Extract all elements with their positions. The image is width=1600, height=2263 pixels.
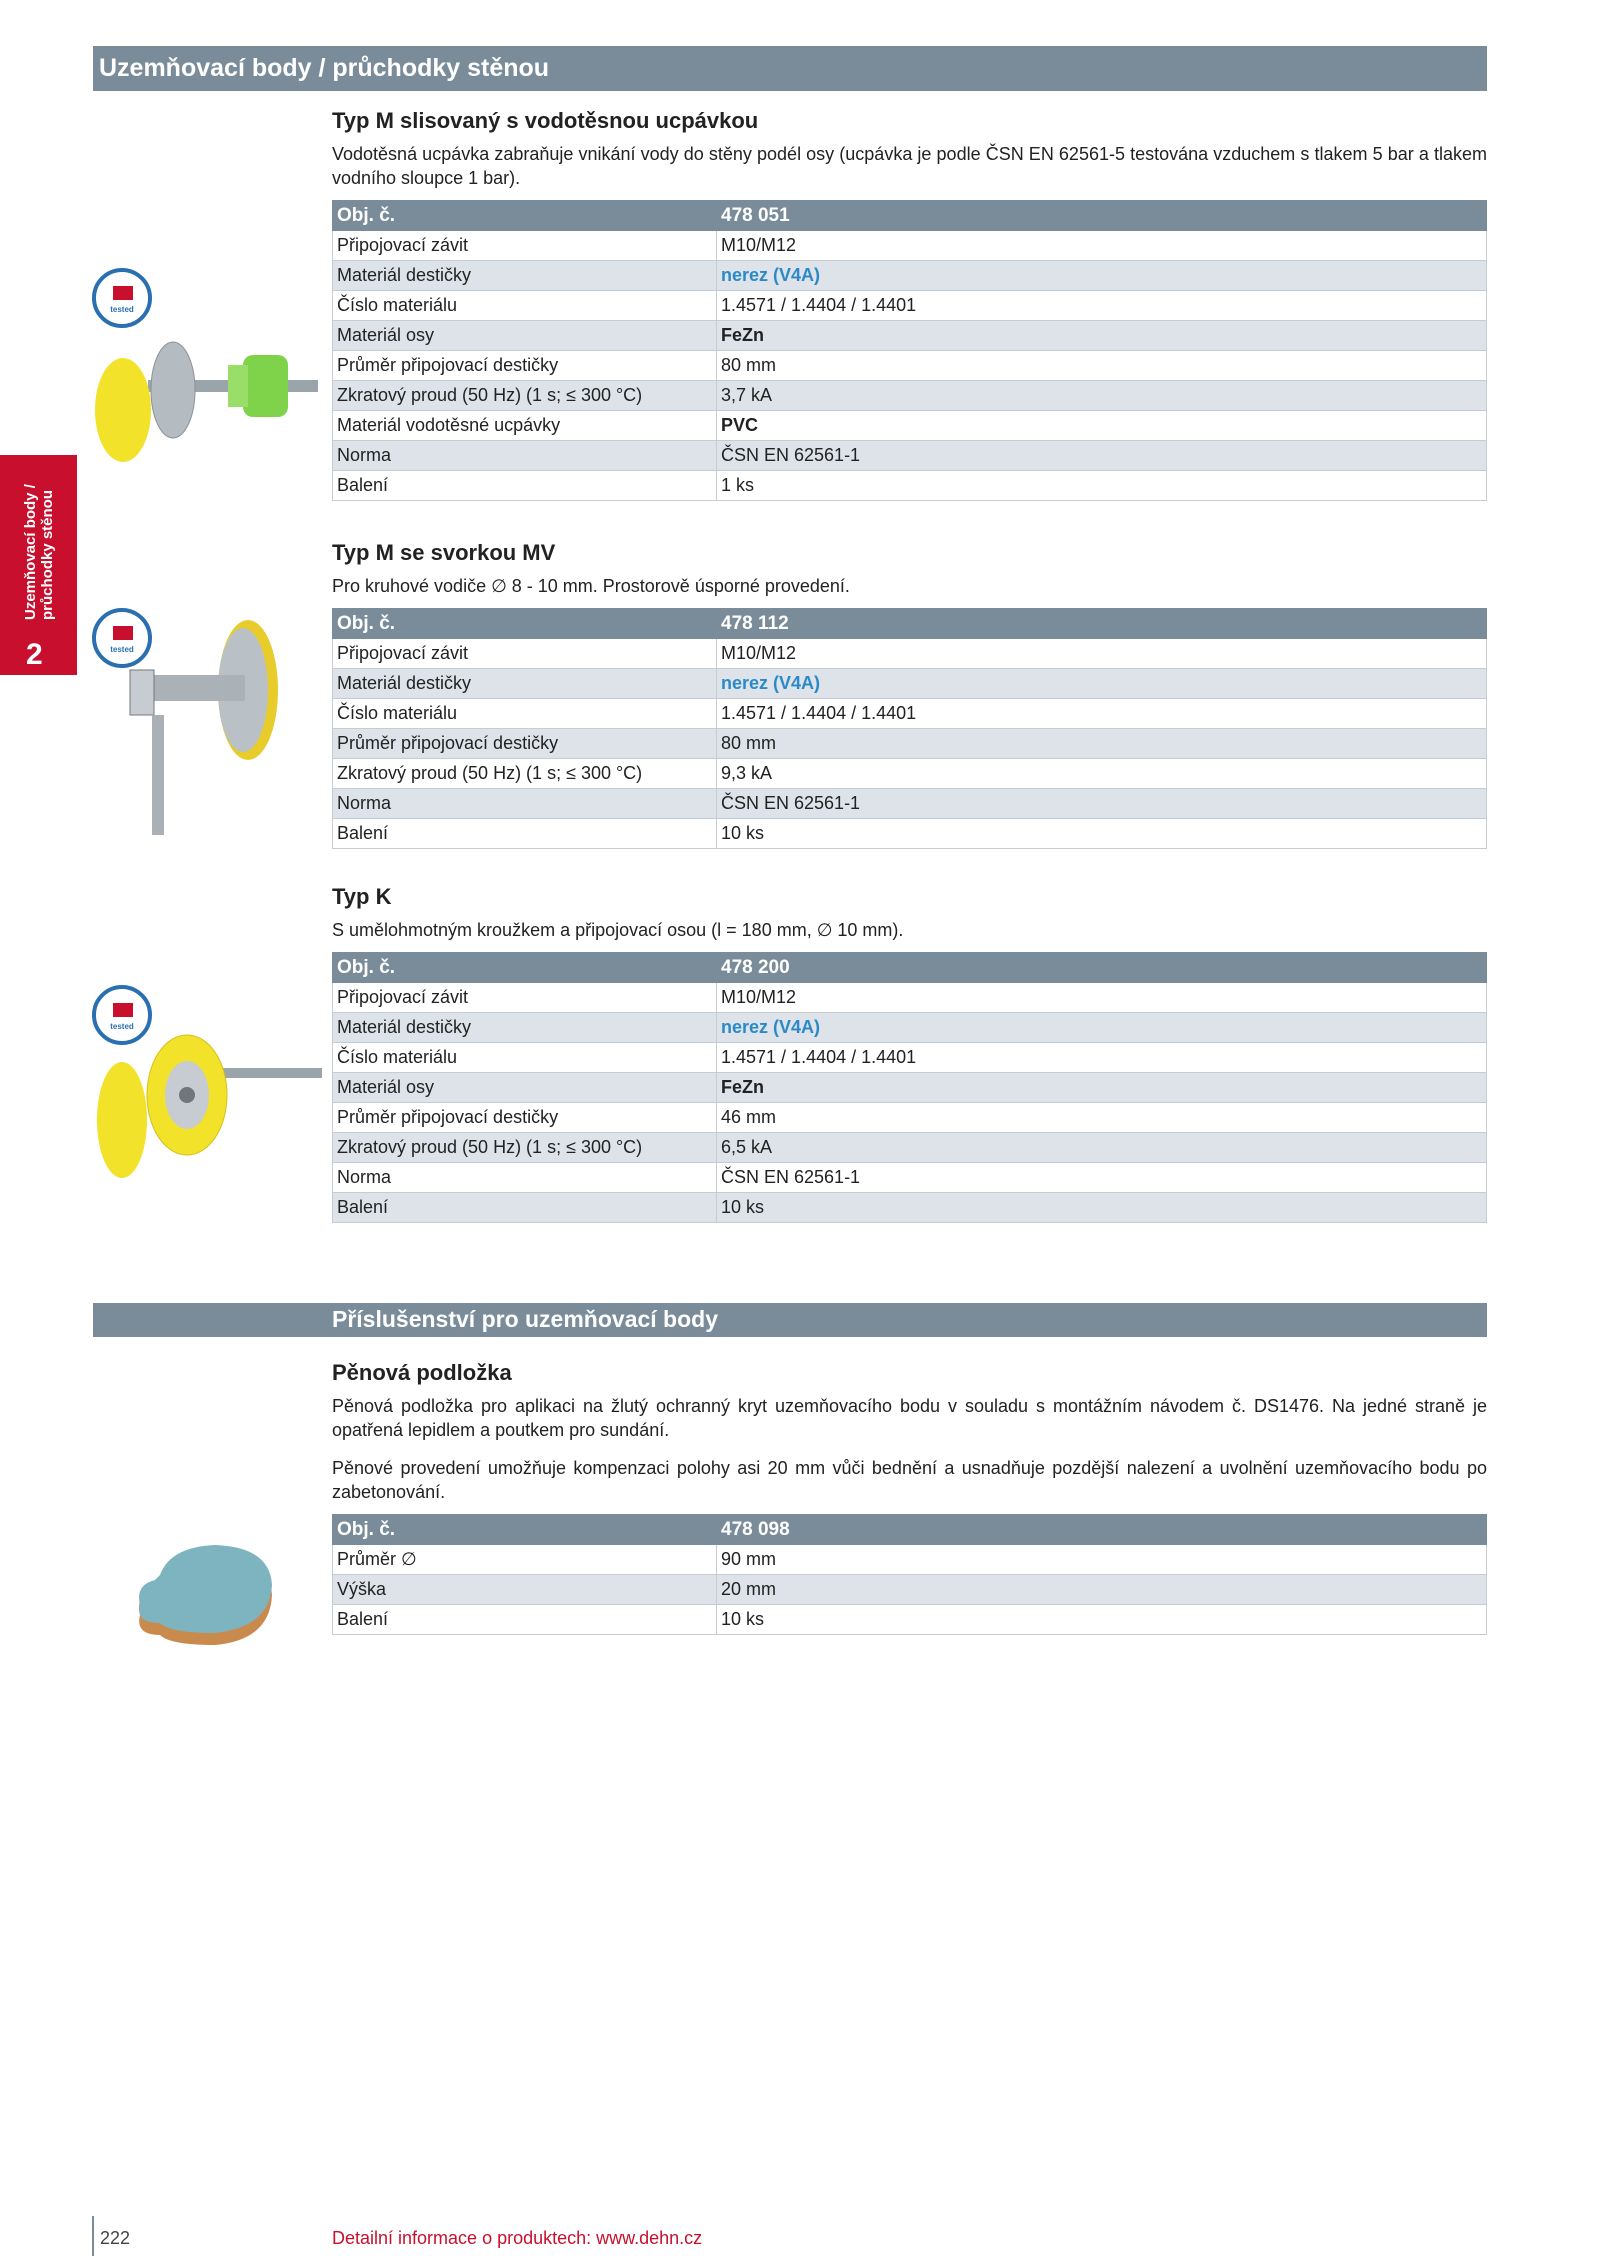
section-description: Vodotěsná ucpávka zabraňuje vnikání vody do stěny podél osy (ucpávka je podle ČSN EN 62561-5 testována vzduchem s tlakem 5 bar a tlakem vodního sloupce 1 bar). — [332, 144, 1487, 188]
chapter-tab — [0, 455, 77, 675]
table-row: Průměr připojovací destičky 80 mm — [333, 351, 1487, 381]
section-description: Pěnová podložka pro aplikaci na žlutý ochranný kryt uzemňovacího bodu v souladu s montážním návodem č. DS1476. Na jedné straně je opatřená lepidlem a poutkem pro sundání. — [332, 1396, 1487, 1440]
page-title-band — [93, 46, 1487, 91]
section-description: Pro kruhové vodiče ∅ 8 - 10 mm. Prostorově úsporné provedení. — [332, 576, 850, 596]
spec-table — [332, 200, 1487, 501]
table-header-row: Obj. č. 478 112 — [333, 609, 1487, 639]
footer-link[interactable]: Detailní informace o produktech: www.dehn.cz — [332, 2228, 703, 2248]
section-foam-pad — [332, 1360, 1487, 1635]
table-row: Zkratový proud (50 Hz) (1 s; ≤ 300 °C) 9,3 kA — [333, 759, 1487, 789]
spec-table — [332, 1514, 1487, 1635]
table-row: Balení 10 ks — [333, 819, 1487, 849]
table-row: Norma ČSN EN 62561-1 — [333, 789, 1487, 819]
page-title: Uzemňovací body / průchodky stěnou — [99, 54, 550, 82]
table-header-row: Obj. č. 478 051 — [333, 201, 1487, 231]
table-row: Materiál destičky nerez (V4A) — [333, 1013, 1487, 1043]
table-row: Připojovací závit M10/M12 — [333, 983, 1487, 1013]
table-row: Průměr připojovací destičky 80 mm — [333, 729, 1487, 759]
accessories-band — [93, 1303, 1487, 1337]
footer-divider — [92, 2216, 94, 2256]
product-image-type-m-gland — [88, 325, 320, 465]
spec-table — [332, 952, 1487, 1223]
chapter-tab-label: Uzemňovací body / průchodky stěnou — [22, 484, 56, 620]
tested-badge-icon: tested — [92, 985, 152, 1045]
spec-table — [332, 608, 1487, 849]
section-title: Typ M se svorkou MV — [332, 540, 556, 565]
accessories-title: Příslušenství pro uzemňovací body — [332, 1306, 718, 1332]
table-row: Materiál destičky nerez (V4A) — [333, 261, 1487, 291]
table-row: Materiál destičky nerez (V4A) — [333, 669, 1487, 699]
table-row: Norma ČSN EN 62561-1 — [333, 441, 1487, 471]
table-row: Materiál osy FeZn — [333, 321, 1487, 351]
table-row: Číslo materiálu 1.4571 / 1.4404 / 1.4401 — [333, 291, 1487, 321]
table-row: Materiál vodotěsné ucpávky PVC — [333, 411, 1487, 441]
table-row: Materiál osy FeZn — [333, 1073, 1487, 1103]
table-row: Připojovací závit M10/M12 — [333, 231, 1487, 261]
section-type-m-gland — [332, 108, 1487, 501]
table-row: Balení 1 ks — [333, 471, 1487, 501]
section-title: Typ K — [332, 884, 392, 909]
table-row: Balení 10 ks — [333, 1193, 1487, 1223]
table-row: Připojovací závit M10/M12 — [333, 639, 1487, 669]
table-row: Zkratový proud (50 Hz) (1 s; ≤ 300 °C) 6,5 kA — [333, 1133, 1487, 1163]
table-row: Výška 20 mm — [333, 1575, 1487, 1605]
section-title: Pěnová podložka — [332, 1360, 512, 1385]
chapter-number: 2 — [26, 638, 43, 671]
product-image-type-m-clamp — [100, 620, 300, 840]
table-header-row: Obj. č. 478 098 — [333, 1515, 1487, 1545]
table-row: Zkratový proud (50 Hz) (1 s; ≤ 300 °C) 3,7 kA — [333, 381, 1487, 411]
section-type-m-clamp — [332, 540, 1487, 849]
table-row: Průměr ∅ 90 mm — [333, 1545, 1487, 1575]
table-row: Balení 10 ks — [333, 1605, 1487, 1635]
section-description: Pěnové provedení umožňuje kompenzaci polohy asi 20 mm vůči bednění a usnadňuje pozdější nalezení a uvolnění uzemňovacího bodu po zabetonování. — [332, 1458, 1487, 1502]
table-header-row: Obj. č. 478 200 — [333, 953, 1487, 983]
section-description: S umělohmotným kroužkem a připojovací osou (l = 180 mm, ∅ 10 mm). — [332, 920, 904, 940]
section-type-k — [332, 884, 1487, 1223]
product-image-foam-pad — [130, 1545, 280, 1655]
table-row: Číslo materiálu 1.4571 / 1.4404 / 1.4401 — [333, 699, 1487, 729]
table-row: Norma ČSN EN 62561-1 — [333, 1163, 1487, 1193]
tested-badge-icon: tested — [92, 268, 152, 328]
table-row: Průměr připojovací destičky 46 mm — [333, 1103, 1487, 1133]
product-image-type-k — [92, 1020, 324, 1180]
page-number: 222 — [100, 2228, 131, 2248]
tested-badge-icon: tested — [92, 608, 152, 668]
section-title: Typ M slisovaný s vodotěsnou ucpávkou — [332, 108, 759, 133]
table-row: Číslo materiálu 1.4571 / 1.4404 / 1.4401 — [333, 1043, 1487, 1073]
